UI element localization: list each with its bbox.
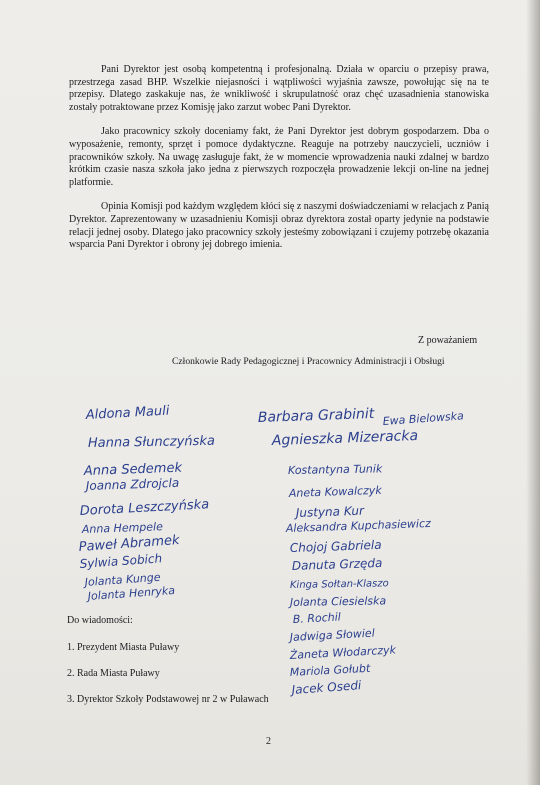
signature: B. Rochil — [292, 610, 342, 626]
signature: Mariola Gołubt — [289, 661, 371, 679]
distribution-item: 2. Rada Miasta Puławy — [67, 668, 160, 679]
paragraph-2: Jako pracownicy szkoły doceniamy fakt, że Pani Dyrektor jest dobrym gospodarzem. Dba o wyposażenie, remonty, sprzęt i pomoce dydaktyczne. Reaguje na potrzeby nauczycieli, uczniów i pracowników szkoły. Na uwagę zasługuje fakt, że w momencie wprowadzenia nauki zdalnej w bardzo krótkim czasie nasza szkoła jako jedna z pierwszych rozpoczęła prowadzenie lekcji on-line na jednej platformie. — [69, 126, 489, 188]
signature: Joanna Zdrojcla — [85, 475, 180, 493]
closing-salutation: Z poważaniem — [418, 335, 478, 346]
distribution-item: 3. Dyrektor Szkoły Podstawowej nr 2 w Puławach — [67, 694, 269, 705]
signature: Jolanta Henryka — [87, 583, 176, 603]
distribution-list — [67, 615, 347, 720]
signature: Aneta Kowalczyk — [288, 483, 382, 500]
signature: Anna Hempele — [81, 520, 164, 536]
signature: Żaneta Włodarczyk — [289, 643, 397, 662]
signature: Kostantyna Tunik — [287, 462, 383, 477]
signatories-heading: Członkowie Rady Pedagogicznej i Pracownicy Administracji i Obsługi — [172, 356, 445, 367]
signature: Aldona Mauli — [85, 403, 170, 423]
signature: Jadwiga Słowiel — [289, 626, 376, 644]
signature: Chojoj Gabriela — [289, 537, 382, 555]
signature: Agnieszka Mizeracka — [271, 427, 419, 449]
signature: Aleksandra Kupchasiewicz — [285, 516, 431, 535]
signature: Paweł Abramek — [78, 532, 180, 555]
signature: Danuta Grzęda — [291, 555, 383, 573]
distribution-item: 1. Prezydent Miasta Puławy — [67, 642, 180, 653]
signature: Barbara Grabinit — [257, 405, 375, 426]
signature: Ewa Bielowska — [382, 409, 465, 428]
signature: Dorota Leszczyńska — [79, 497, 210, 519]
signature: Anna Sedemek — [83, 460, 183, 479]
paragraph-1: Pani Dyrektor jest osobą kompetentną i profesjonalną. Działa w oparciu o przepisy prawa, przestrzega zasad BHP. Wszelkie niejasności i wątpliwości wyjaśnia zawsze, powołując się na te przepisy. Dlatego zaskakuje nas, że wnikliwość i skrupulatność oraz chęć uzasadnienia stanowiska zostały potraktowane przez Komisję jako zarzut wobec Pani Dyrektor. — [69, 64, 489, 113]
distribution-label: Do wiadomości: — [67, 615, 133, 626]
signature: Jolanta Ciesielska — [289, 594, 387, 609]
signature: Kinga Sołtan-Klaszo — [289, 578, 389, 591]
signature: Jacek Osedi — [291, 678, 362, 697]
paragraph-3: Opinia Komisji pod każdym względem kłóci się z naszymi doświadczeniami w relacjach z Panią Dyrektor. Zaprezentowany w uzasadnieniu Komisji obraz dyrektora został oparty jedynie na podstawie relacji jednej osoby. Dlatego jako pracownicy szkoły jesteśmy zobowiązani i czujemy potrzebę okazania wsparcia Pani Dyrektor i obrony jej dobrego imienia. — [69, 201, 489, 251]
signature: Hanna Słunczyńska — [87, 433, 216, 451]
signature: Jolanta Kunge — [84, 570, 161, 589]
page-number: 2 — [266, 736, 271, 747]
signature: Sylwia Sobich — [79, 551, 163, 571]
signature: Justyna Kur — [295, 503, 365, 520]
